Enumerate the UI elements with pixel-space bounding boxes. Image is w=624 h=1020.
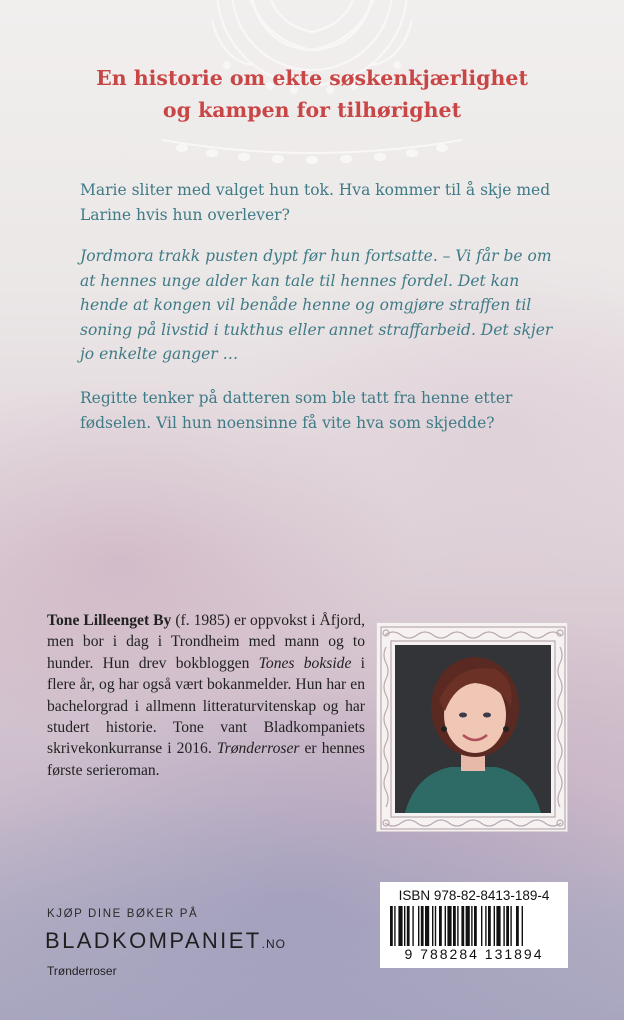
- barcode-bar: [412, 906, 413, 946]
- isbn-barcode: [380, 882, 568, 968]
- barcode-bar: [447, 906, 451, 946]
- buy-label: KJØP DINE BØKER PÅ: [47, 908, 199, 920]
- barcode-bar: [425, 906, 429, 946]
- publisher-name: BLADKOMPANIET: [45, 928, 262, 953]
- isbn-label: ISBN 978-82-8413-189-4: [398, 888, 550, 903]
- blog-name: Tones bokside: [258, 654, 352, 672]
- bio-text-a: (f. 1985) er oppvokst i Åfjord, men bor i dag i Trondheim med mann og to hunder. Hun drev bokbloggen: [47, 612, 365, 672]
- barcode-bar: [432, 906, 433, 946]
- barcode-bar: [496, 906, 500, 946]
- bio-text-b: i flere år, og har også vært bokanmelder. Hun har en bachelorgrad i allmenn litteraturvitenskap og har studert historie. Tone vant Bladkompaniets skrivekonkurranse i 2016.: [47, 654, 366, 758]
- tagline: [0, 62, 624, 126]
- barcode-bar: [418, 906, 419, 946]
- bio-text-c: er hennes første serieroman.: [47, 740, 365, 779]
- mandala-ornament-bottom: [152, 138, 472, 168]
- barcode-bar: [485, 906, 486, 946]
- barcode-bar: [435, 906, 436, 946]
- barcode-bar: [516, 906, 519, 946]
- author-portrait-illustration: [395, 645, 551, 813]
- barcode-bars: [390, 906, 558, 946]
- barcode-bar: [461, 906, 464, 946]
- barcode-bar: [457, 906, 458, 946]
- author-photo-frame: [376, 622, 568, 832]
- author-photo: [395, 645, 551, 813]
- barcode-bar: [488, 906, 491, 946]
- barcode-bar: [398, 906, 402, 946]
- author-bio: [47, 610, 365, 781]
- blurb-excerpt: Jordmora trakk pusten dypt før hun fortsatte. – Vi får be om at hennes unge alder kan tale til hennes fordel. Det kan hende at kongen vil benåde henne og omgjøre straffen til soning på livstid i tukthus eller annet straffarbeid. Det skjer jo enkelte ganger …: [80, 247, 553, 363]
- barcode-bar: [394, 906, 395, 946]
- barcode-bar: [445, 906, 446, 946]
- barcode-bar: [407, 906, 410, 946]
- barcode-bar: [453, 906, 456, 946]
- blurb-paragraph-1: Marie sliter med valget hun tok. Hva kommer til å skje med Larine hvis hun overlever?: [80, 181, 551, 224]
- barcode-digits: 9 788284 131894: [404, 946, 544, 962]
- barcode-bar: [522, 906, 523, 946]
- barcode-bar: [494, 906, 495, 946]
- tagline-line-2: og kampen for tilhørighet: [162, 98, 462, 122]
- barcode-bar: [506, 906, 509, 946]
- barcode-bar: [404, 906, 405, 946]
- series-name: Trønderroser: [47, 964, 117, 978]
- barcode-bar: [390, 906, 393, 946]
- publisher-logo: [45, 928, 286, 954]
- barcode-bar: [474, 906, 477, 946]
- author-name: Tone Lilleenget By: [47, 612, 172, 629]
- barcode-bar: [503, 906, 504, 946]
- tagline-line-1: En historie om ekte søskenkjærlighet: [96, 66, 528, 90]
- publisher-tld: .NO: [261, 937, 286, 951]
- barcode-bar: [421, 906, 424, 946]
- barcode-bar: [439, 906, 442, 946]
- blurb-paragraph-3: Regitte tenker på datteren som ble tatt fra henne etter fødselen. Vil hun noensinne få vite hva som skjedde?: [80, 389, 513, 432]
- series-title: Trønderroser: [216, 740, 300, 758]
- barcode-bar: [510, 906, 511, 946]
- barcode-bar: [466, 906, 470, 946]
- barcode-bar: [471, 906, 472, 946]
- barcode-bar: [481, 906, 482, 946]
